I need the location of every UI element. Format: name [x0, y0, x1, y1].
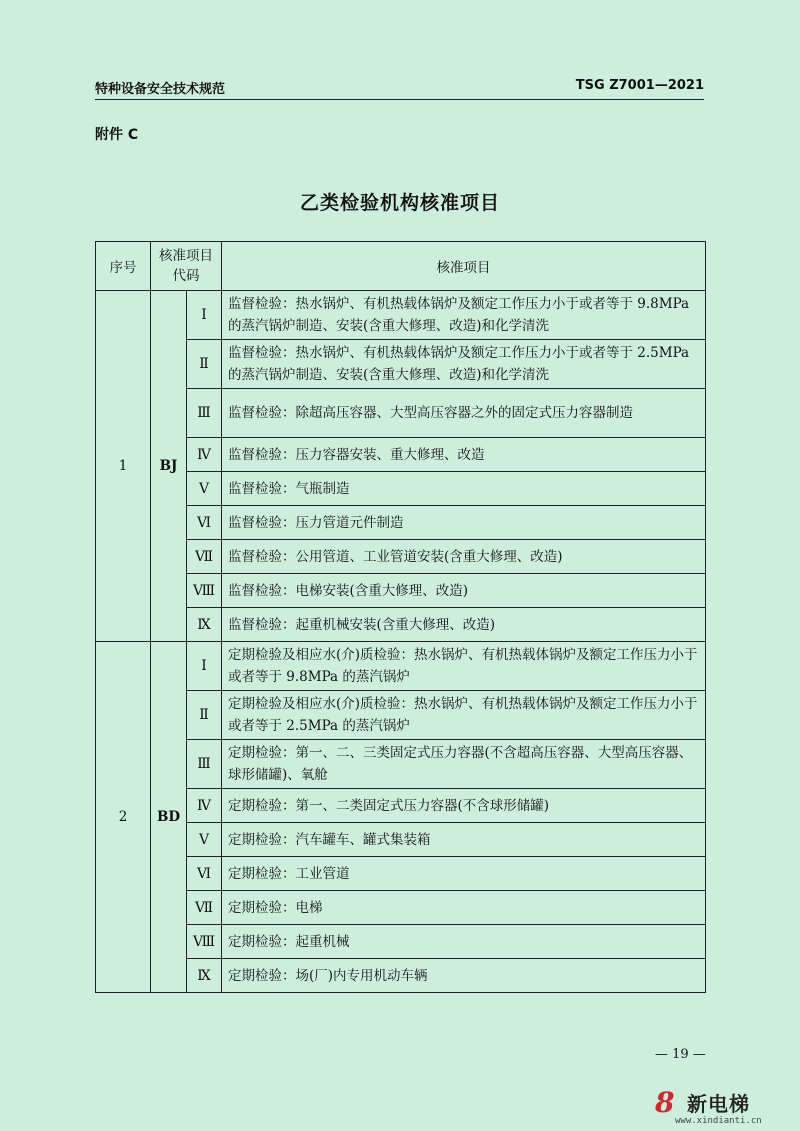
table-body: [96, 291, 706, 993]
sub-code: Ⅱ: [187, 691, 222, 740]
item-description: 定期检验及相应水(介)质检验：热水锅炉、有机热载体锅炉及额定工作压力小于或者等于 9.8MPa 的蒸汽锅炉: [222, 642, 706, 691]
table-row: [96, 691, 706, 740]
table-row: [96, 740, 706, 789]
header-spec-code: TSG Z7001—2021: [575, 78, 704, 93]
table-row: [96, 540, 706, 574]
table-row: [96, 857, 706, 891]
item-description: 监督检验：压力容器安装、重大修理、改造: [222, 438, 706, 472]
logo-url: www.xindianti.cn: [675, 1116, 762, 1126]
table-row: [96, 959, 706, 993]
item-description: 定期检验：场(厂)内专用机动车辆: [222, 959, 706, 993]
table-row: [96, 891, 706, 925]
table-row: [96, 389, 706, 438]
sub-code: Ⅵ: [187, 857, 222, 891]
sub-code: Ⅷ: [187, 574, 222, 608]
item-description: 监督检验：热水锅炉、有机热载体锅炉及额定工作压力小于或者等于 2.5MPa 的蒸汽锅炉制造、安装(含重大修理、改造)和化学清洗: [222, 340, 706, 389]
item-description: 监督检验：起重机械安装(含重大修理、改造): [222, 608, 706, 642]
table-row: [96, 506, 706, 540]
table-row: [96, 823, 706, 857]
page-number: — 19 —: [655, 1047, 706, 1062]
sub-code: Ⅳ: [187, 789, 222, 823]
item-description: 监督检验：热水锅炉、有机热载体锅炉及额定工作压力小于或者等于 9.8MPa 的蒸汽锅炉制造、安装(含重大修理、改造)和化学清洗: [222, 291, 706, 340]
approval-items-table: [95, 241, 706, 993]
item-description: 定期检验：第一、二类固定式压力容器(不含球形储罐): [222, 789, 706, 823]
sub-code: Ⅸ: [187, 959, 222, 993]
group-seq: 2: [96, 642, 151, 993]
header-rule: [95, 99, 704, 100]
sub-code: Ⅱ: [187, 340, 222, 389]
item-description: 定期检验：汽车罐车、罐式集装箱: [222, 823, 706, 857]
item-description: 定期检验：第一、二、三类固定式压力容器(不含超高压容器、大型高压容器、球形储罐)、氧舱: [222, 740, 706, 789]
sub-code: Ⅰ: [187, 291, 222, 340]
table-row: [96, 472, 706, 506]
sub-code: Ⅴ: [187, 472, 222, 506]
sub-code: Ⅸ: [187, 608, 222, 642]
item-description: 定期检验：电梯: [222, 891, 706, 925]
item-description: 监督检验：公用管道、工业管道安装(含重大修理、改造): [222, 540, 706, 574]
item-description: 监督检验：气瓶制造: [222, 472, 706, 506]
table-row: [96, 340, 706, 389]
sub-code: Ⅲ: [187, 740, 222, 789]
table-row: [96, 438, 706, 472]
sub-code: Ⅵ: [187, 506, 222, 540]
annex-label: 附件 C: [95, 127, 139, 143]
sub-code: Ⅶ: [187, 891, 222, 925]
header-seq: 序号: [96, 242, 151, 291]
table-row: [96, 291, 706, 340]
sub-code: Ⅶ: [187, 540, 222, 574]
item-description: 监督检验：电梯安装(含重大修理、改造): [222, 574, 706, 608]
sub-code: Ⅰ: [187, 642, 222, 691]
item-description: 定期检验及相应水(介)质检验：热水锅炉、有机热载体锅炉及额定工作压力小于或者等于 2.5MPa 的蒸汽锅炉: [222, 691, 706, 740]
table-row: [96, 642, 706, 691]
item-description: 监督检验：压力管道元件制造: [222, 506, 706, 540]
item-description: 监督检验：除超高压容器、大型高压容器之外的固定式压力容器制造: [222, 389, 706, 438]
group-code: BD: [151, 642, 187, 993]
sub-code: Ⅲ: [187, 389, 222, 438]
group-seq: 1: [96, 291, 151, 642]
sub-code: Ⅷ: [187, 925, 222, 959]
group-code: BJ: [151, 291, 187, 642]
site-logo: [655, 1086, 775, 1126]
page-title: 乙类检验机构核准项目: [299, 192, 500, 214]
header-spec-title: 特种设备安全技术规范: [95, 82, 226, 97]
logo-mark-icon: 8: [655, 1086, 675, 1119]
table-row: [96, 574, 706, 608]
header-code: 核准项目代码: [151, 242, 222, 291]
header-item: 核准项目: [222, 242, 706, 291]
sub-code: Ⅳ: [187, 438, 222, 472]
logo-name: 新电梯: [687, 1092, 750, 1116]
table-row: [96, 925, 706, 959]
item-description: 定期检验：工业管道: [222, 857, 706, 891]
table-row: [96, 789, 706, 823]
table-row: [96, 608, 706, 642]
item-description: 定期检验：起重机械: [222, 925, 706, 959]
sub-code: Ⅴ: [187, 823, 222, 857]
